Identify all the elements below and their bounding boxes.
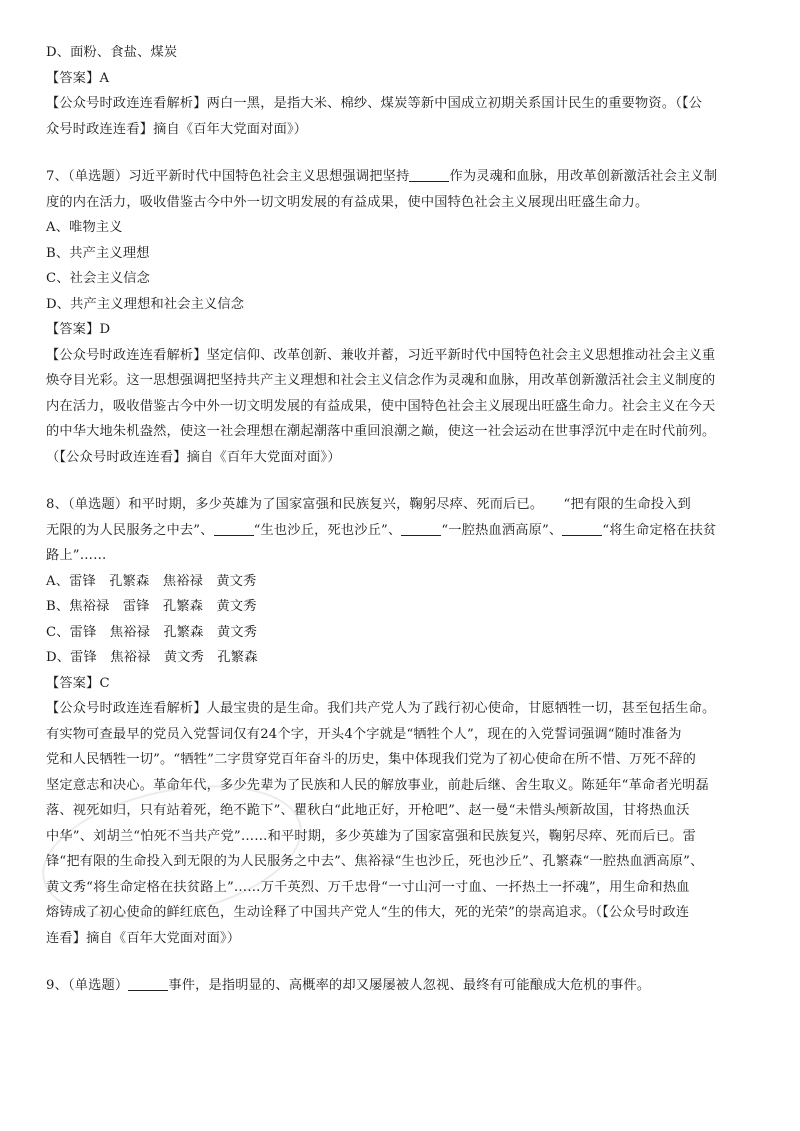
q8-analysis-line: 坚定意志和决心。革命年代，多少先辈为了民族和人民的解放事业，前赴后继、舍生取义。陈延年“革命者光明磊 (46, 777, 709, 793)
q8-option-a: A、雷锋 孔繁森 焦裕禄 黄文秀 (46, 573, 257, 589)
q8-analysis-line: 连看】摘自《百年大党面对面》） (46, 930, 241, 946)
q7-analysis-line: 内在活力，吸收借鉴古今中外一切文明发展的有益成果，使中国特色社会主义展现出旺盛生命力。社会主义在今天 (46, 398, 716, 414)
q7-answer: 【答案】D (46, 322, 111, 337)
q7-option-a: A、唯物主义 (46, 220, 123, 235)
q8-option-b: B、焦裕禄 雷锋 孔繁森 黄文秀 (46, 599, 257, 614)
q8-analysis-line: 【公众号时政连连看解析】人最宝贵的是生命。我们共产党人为了践行初心使命，甘愿牺牲一切，甚至包括生命。 (46, 701, 716, 716)
q8-stem-line: 8、（单选题）和平时期，多少英雄为了国家富强和民族复兴，鞠躬尽瘁、死而后已。 “把有限的生命投入到 (46, 497, 691, 512)
q8-answer: 【答案】C (46, 675, 110, 691)
q8-stem-part: “生也沙丘，死也沙丘”、 (253, 522, 402, 538)
q7-analysis-line: （【公众号时政连连看】摘自《百年大党面对面》） (46, 449, 341, 465)
q9-stem-part: 事件，是指明显的、高概率的却又屡屡被人忽视、最终有可能酿成大危机的事件。 (168, 978, 651, 993)
answer-blank (128, 976, 168, 991)
q7-option-b: B、共产主义理想 (46, 245, 150, 261)
q7-stem-line (46, 164, 760, 190)
q6-option-d: D、面粉、食盐、煤炭 (46, 45, 178, 60)
q6-analysis-line: 【公众号时政连连看解析】两白一黑，是指大米、棉纱、煤炭等新中国成立初期关系国计民生的重要物资。（【公 (46, 96, 703, 111)
q8-stem-part: “一腔热血洒高原”、 (441, 522, 563, 538)
answer-blank (562, 521, 602, 536)
q8-stem-line (46, 518, 760, 544)
q8-analysis-line: 有实物可查最早的党员入党誓词仅有24个字，开头4个字就是“牺牲个人”，现在的入党誓词强调“随时准备为 (46, 726, 682, 742)
q8-stem-line: 路上”…… (46, 548, 107, 563)
answer-blank (214, 521, 254, 536)
q6-answer: 【答案】A (46, 70, 110, 86)
q8-analysis-line: 黄文秀“将生命定格在扶贫路上”……万千英烈、万千忠骨“一寸山河一寸血、一抔热土一抔魂”，用生命和热血 (46, 879, 690, 895)
q6-analysis-line: 众号时政连连看】摘自《百年大党面对面》） (46, 121, 308, 137)
q8-analysis-line: 党和人民牺牲一切”。“牺牲”二字贯穿党百年奋斗的历史，集中体现我们党为了初心使命在所不惜、万死不辞的 (46, 752, 697, 767)
q8-analysis-line: 熔铸成了初心使命的鲜红底色，生动诠释了中国共产党人“生的伟大，死的光荣”的崇高追求。（【公众号时政连 (46, 905, 690, 920)
q7-analysis-line: 焕夺目光彩。这一思想强调把坚持共产主义理想和社会主义信念作为灵魂和血脉，用改革创新激活社会主义制度的 (46, 373, 716, 388)
q8-stem-part: “将生命定格在扶贫 (602, 522, 717, 538)
document-page (46, 40, 760, 999)
q7-analysis-line: 【公众号时政连连看解析】坚定信仰、改革创新、兼收并蓄，习近平新时代中国特色社会主义思想推动社会主义重 (46, 347, 716, 363)
q8-option-d: D、雷锋 焦裕禄 黄文秀 孔繁森 (46, 650, 258, 665)
answer-blank (409, 167, 449, 182)
q7-option-c: C、社会主义信念 (46, 271, 151, 286)
q7-analysis-line: 的中华大地朱机盎然，使这一社会理想在潮起潮落中重回浪潮之巅，使这一社会运动在世事浮沉中走在时代前列。 (46, 424, 716, 439)
q7-option-d: D、共产主义理想和社会主义信念 (46, 296, 245, 312)
q9-stem-part: 9、（单选题） (46, 978, 129, 993)
q7-stem-part: 作为灵魂和血脉，用改革创新激活社会主义制 (449, 169, 718, 184)
q8-option-c: C、雷锋 焦裕禄 孔繁森 黄文秀 (46, 624, 258, 640)
q7-stem-part: 7、（单选题）习近平新时代中国特色社会主义思想强调把坚持 (46, 169, 410, 184)
answer-blank (401, 521, 441, 536)
q9-stem-line (46, 973, 760, 999)
q8-analysis-line: 锋“把有限的生命投入到无限的为人民服务之中去”、焦裕禄“生也沙丘，死也沙丘”、孔繁森“一腔热血洒高原”、 (46, 854, 704, 869)
q7-stem-line: 度的内在活力，吸收借鉴古今中外一切文明发展的有益成果，使中国特色社会主义展现出旺盛生命力。 (46, 194, 649, 210)
q8-stem-part: 无限的为人民服务之中去”、 (46, 522, 214, 538)
q8-analysis-line: 中华”、刘胡兰“怕死不当共产党”……和平时期，多少英雄为了国家富强和民族复兴，鞠躬尽瘁、死而后已。雷 (46, 828, 697, 844)
q8-analysis-line: 落、视死如归，只有站着死，绝不跪下”、瞿秋白“此地正好，开枪吧”、赵一曼“未惜头颅新故国，甘将热血沃 (46, 803, 690, 818)
